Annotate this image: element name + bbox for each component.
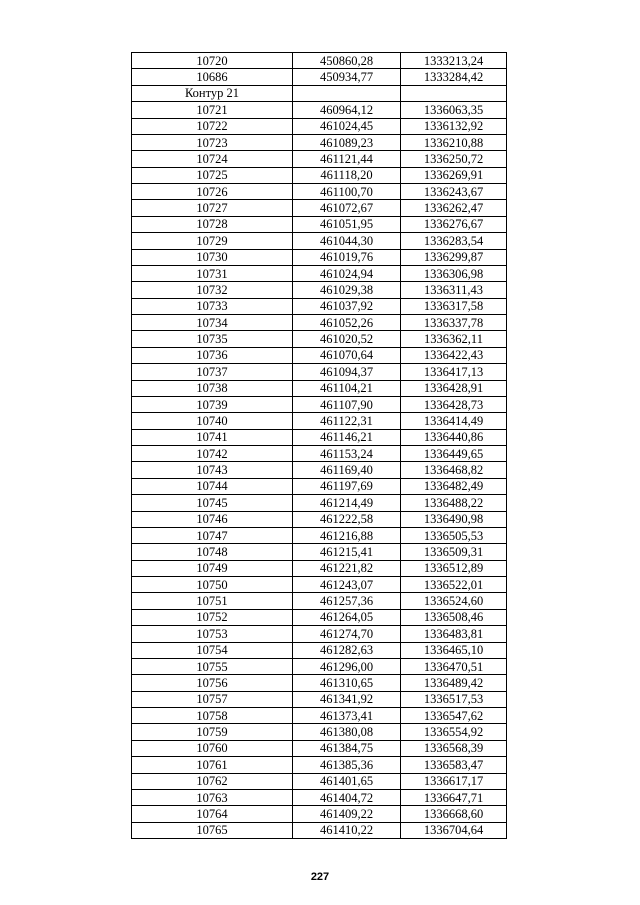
x-coordinate-cell: 461089,23 (293, 134, 401, 150)
x-coordinate-cell: 461072,67 (293, 200, 401, 216)
y-coordinate-cell: 1336362,11 (401, 331, 507, 347)
table-row (132, 216, 507, 232)
x-coordinate-cell: 461121,44 (293, 151, 401, 167)
point-number-cell: 10756 (132, 675, 293, 691)
y-coordinate-cell: 1336668,60 (401, 806, 507, 822)
x-coordinate-cell: 461216,88 (293, 527, 401, 543)
point-number-cell: 10730 (132, 249, 293, 265)
table-row (132, 626, 507, 642)
x-coordinate-cell (293, 85, 401, 101)
y-coordinate-cell: 1336583,47 (401, 757, 507, 773)
x-coordinate-cell: 450860,28 (293, 53, 401, 69)
point-number-cell: Контур 21 (132, 85, 293, 101)
y-coordinate-cell: 1336488,22 (401, 495, 507, 511)
x-coordinate-cell: 461107,90 (293, 396, 401, 412)
table-row (132, 347, 507, 363)
y-coordinate-cell: 1336505,53 (401, 527, 507, 543)
table-row (132, 789, 507, 805)
y-coordinate-cell: 1336414,49 (401, 413, 507, 429)
x-coordinate-cell: 461214,49 (293, 495, 401, 511)
table-row (132, 364, 507, 380)
x-coordinate-cell: 461024,45 (293, 118, 401, 134)
table-row (132, 298, 507, 314)
table-row (132, 462, 507, 478)
point-number-cell: 10753 (132, 626, 293, 642)
table-row (132, 478, 507, 494)
y-coordinate-cell: 1336417,13 (401, 364, 507, 380)
table-row (132, 331, 507, 347)
point-number-cell: 10763 (132, 789, 293, 805)
table-row (132, 429, 507, 445)
point-number-cell: 10746 (132, 511, 293, 527)
table-row (132, 446, 507, 462)
y-coordinate-cell: 1336063,35 (401, 102, 507, 118)
y-coordinate-cell: 1336490,98 (401, 511, 507, 527)
point-number-cell: 10737 (132, 364, 293, 380)
x-coordinate-cell: 461257,36 (293, 593, 401, 609)
x-coordinate-cell: 461274,70 (293, 626, 401, 642)
point-number-cell: 10759 (132, 724, 293, 740)
table-row (132, 380, 507, 396)
point-number-cell: 10742 (132, 446, 293, 462)
y-coordinate-cell: 1336276,67 (401, 216, 507, 232)
table-row (132, 265, 507, 281)
y-coordinate-cell: 1336317,58 (401, 298, 507, 314)
x-coordinate-cell: 461104,21 (293, 380, 401, 396)
point-number-cell: 10720 (132, 53, 293, 69)
point-number-cell: 10751 (132, 593, 293, 609)
table-row (132, 200, 507, 216)
y-coordinate-cell: 1336512,89 (401, 560, 507, 576)
y-coordinate-cell: 1333284,42 (401, 69, 507, 85)
point-number-cell: 10754 (132, 642, 293, 658)
table-row (132, 315, 507, 331)
table-row (132, 544, 507, 560)
table-row (132, 134, 507, 150)
y-coordinate-cell: 1336524,60 (401, 593, 507, 609)
table-row (132, 102, 507, 118)
y-coordinate-cell: 1336269,91 (401, 167, 507, 183)
y-coordinate-cell: 1333213,24 (401, 53, 507, 69)
y-coordinate-cell: 1336283,54 (401, 233, 507, 249)
y-coordinate-cell: 1336704,64 (401, 822, 507, 838)
x-coordinate-cell: 461264,05 (293, 609, 401, 625)
x-coordinate-cell: 461197,69 (293, 478, 401, 494)
table-row (132, 511, 507, 527)
table-row (132, 658, 507, 674)
table-row (132, 806, 507, 822)
table-row (132, 527, 507, 543)
point-number-cell: 10721 (132, 102, 293, 118)
table-row (132, 593, 507, 609)
table-row (132, 708, 507, 724)
point-number-cell: 10739 (132, 396, 293, 412)
point-number-cell: 10765 (132, 822, 293, 838)
table-row (132, 233, 507, 249)
point-number-cell: 10686 (132, 69, 293, 85)
y-coordinate-cell: 1336554,92 (401, 724, 507, 740)
coordinate-table (131, 52, 507, 839)
x-coordinate-cell: 461401,65 (293, 773, 401, 789)
y-coordinate-cell: 1336311,43 (401, 282, 507, 298)
table-row (132, 675, 507, 691)
point-number-cell: 10723 (132, 134, 293, 150)
y-coordinate-cell: 1336337,78 (401, 315, 507, 331)
point-number-cell: 10741 (132, 429, 293, 445)
table-row (132, 249, 507, 265)
point-number-cell: 10757 (132, 691, 293, 707)
x-coordinate-cell: 461146,21 (293, 429, 401, 445)
x-coordinate-cell: 461070,64 (293, 347, 401, 363)
table-row (132, 167, 507, 183)
x-coordinate-cell: 461118,20 (293, 167, 401, 183)
table-row (132, 609, 507, 625)
point-number-cell: 10740 (132, 413, 293, 429)
y-coordinate-cell: 1336262,47 (401, 200, 507, 216)
x-coordinate-cell: 461020,52 (293, 331, 401, 347)
table-row (132, 151, 507, 167)
table-row (132, 282, 507, 298)
x-coordinate-cell: 461029,38 (293, 282, 401, 298)
table-row (132, 396, 507, 412)
y-coordinate-cell: 1336483,81 (401, 626, 507, 642)
point-number-cell: 10744 (132, 478, 293, 494)
y-coordinate-cell: 1336465,10 (401, 642, 507, 658)
x-coordinate-cell: 461169,40 (293, 462, 401, 478)
point-number-cell: 10731 (132, 265, 293, 281)
x-coordinate-cell: 461122,31 (293, 413, 401, 429)
x-coordinate-cell: 461341,92 (293, 691, 401, 707)
x-coordinate-cell: 461296,00 (293, 658, 401, 674)
point-number-cell: 10725 (132, 167, 293, 183)
x-coordinate-cell: 461409,22 (293, 806, 401, 822)
y-coordinate-cell: 1336250,72 (401, 151, 507, 167)
point-number-cell: 10734 (132, 315, 293, 331)
table-row (132, 53, 507, 69)
x-coordinate-cell: 461310,65 (293, 675, 401, 691)
y-coordinate-cell: 1336468,82 (401, 462, 507, 478)
y-coordinate-cell: 1336428,91 (401, 380, 507, 396)
table-row (132, 184, 507, 200)
y-coordinate-cell: 1336299,87 (401, 249, 507, 265)
point-number-cell: 10724 (132, 151, 293, 167)
x-coordinate-cell: 461222,58 (293, 511, 401, 527)
point-number-cell: 10733 (132, 298, 293, 314)
y-coordinate-cell: 1336132,92 (401, 118, 507, 134)
page-number: 227 (310, 871, 330, 883)
point-number-cell: 10722 (132, 118, 293, 134)
y-coordinate-cell: 1336647,71 (401, 789, 507, 805)
y-coordinate-cell: 1336482,49 (401, 478, 507, 494)
table-row (132, 757, 507, 773)
point-number-cell: 10726 (132, 184, 293, 200)
x-coordinate-cell: 461019,76 (293, 249, 401, 265)
y-coordinate-cell: 1336243,67 (401, 184, 507, 200)
table-row (132, 740, 507, 756)
table-row (132, 642, 507, 658)
point-number-cell: 10732 (132, 282, 293, 298)
y-coordinate-cell (401, 85, 507, 101)
y-coordinate-cell: 1336449,65 (401, 446, 507, 462)
y-coordinate-cell: 1336617,17 (401, 773, 507, 789)
table-row (132, 724, 507, 740)
x-coordinate-cell: 461404,72 (293, 789, 401, 805)
point-number-cell: 10748 (132, 544, 293, 560)
point-number-cell: 10736 (132, 347, 293, 363)
point-number-cell: 10764 (132, 806, 293, 822)
point-number-cell: 10761 (132, 757, 293, 773)
y-coordinate-cell: 1336547,62 (401, 708, 507, 724)
y-coordinate-cell: 1336422,43 (401, 347, 507, 363)
point-number-cell: 10749 (132, 560, 293, 576)
y-coordinate-cell: 1336568,39 (401, 740, 507, 756)
y-coordinate-cell: 1336508,46 (401, 609, 507, 625)
x-coordinate-cell: 461153,24 (293, 446, 401, 462)
x-coordinate-cell: 461051,95 (293, 216, 401, 232)
x-coordinate-cell: 461024,94 (293, 265, 401, 281)
point-number-cell: 10760 (132, 740, 293, 756)
point-number-cell: 10728 (132, 216, 293, 232)
point-number-cell: 10747 (132, 527, 293, 543)
x-coordinate-cell: 461282,63 (293, 642, 401, 658)
x-coordinate-cell: 450934,77 (293, 69, 401, 85)
table-row (132, 577, 507, 593)
x-coordinate-cell: 460964,12 (293, 102, 401, 118)
y-coordinate-cell: 1336210,88 (401, 134, 507, 150)
table-row (132, 691, 507, 707)
y-coordinate-cell: 1336522,01 (401, 577, 507, 593)
x-coordinate-cell: 461215,41 (293, 544, 401, 560)
point-number-cell: 10755 (132, 658, 293, 674)
x-coordinate-cell: 461044,30 (293, 233, 401, 249)
point-number-cell: 10729 (132, 233, 293, 249)
table-row (132, 773, 507, 789)
y-coordinate-cell: 1336470,51 (401, 658, 507, 674)
x-coordinate-cell: 461221,82 (293, 560, 401, 576)
x-coordinate-cell: 461373,41 (293, 708, 401, 724)
table-row (132, 118, 507, 134)
point-number-cell: 10762 (132, 773, 293, 789)
y-coordinate-cell: 1336440,86 (401, 429, 507, 445)
section-header-row (132, 85, 507, 101)
x-coordinate-cell: 461094,37 (293, 364, 401, 380)
y-coordinate-cell: 1336509,31 (401, 544, 507, 560)
table-row (132, 69, 507, 85)
table-row (132, 822, 507, 838)
point-number-cell: 10735 (132, 331, 293, 347)
point-number-cell: 10752 (132, 609, 293, 625)
table-row (132, 413, 507, 429)
x-coordinate-cell: 461243,07 (293, 577, 401, 593)
x-coordinate-cell: 461380,08 (293, 724, 401, 740)
x-coordinate-cell: 461052,26 (293, 315, 401, 331)
y-coordinate-cell: 1336428,73 (401, 396, 507, 412)
point-number-cell: 10738 (132, 380, 293, 396)
y-coordinate-cell: 1336306,98 (401, 265, 507, 281)
point-number-cell: 10750 (132, 577, 293, 593)
point-number-cell: 10745 (132, 495, 293, 511)
x-coordinate-cell: 461100,70 (293, 184, 401, 200)
x-coordinate-cell: 461385,36 (293, 757, 401, 773)
y-coordinate-cell: 1336517,53 (401, 691, 507, 707)
x-coordinate-cell: 461037,92 (293, 298, 401, 314)
x-coordinate-cell: 461410,22 (293, 822, 401, 838)
table-row (132, 560, 507, 576)
coordinate-table-body (132, 53, 507, 839)
point-number-cell: 10758 (132, 708, 293, 724)
y-coordinate-cell: 1336489,42 (401, 675, 507, 691)
point-number-cell: 10727 (132, 200, 293, 216)
point-number-cell: 10743 (132, 462, 293, 478)
x-coordinate-cell: 461384,75 (293, 740, 401, 756)
table-row (132, 495, 507, 511)
